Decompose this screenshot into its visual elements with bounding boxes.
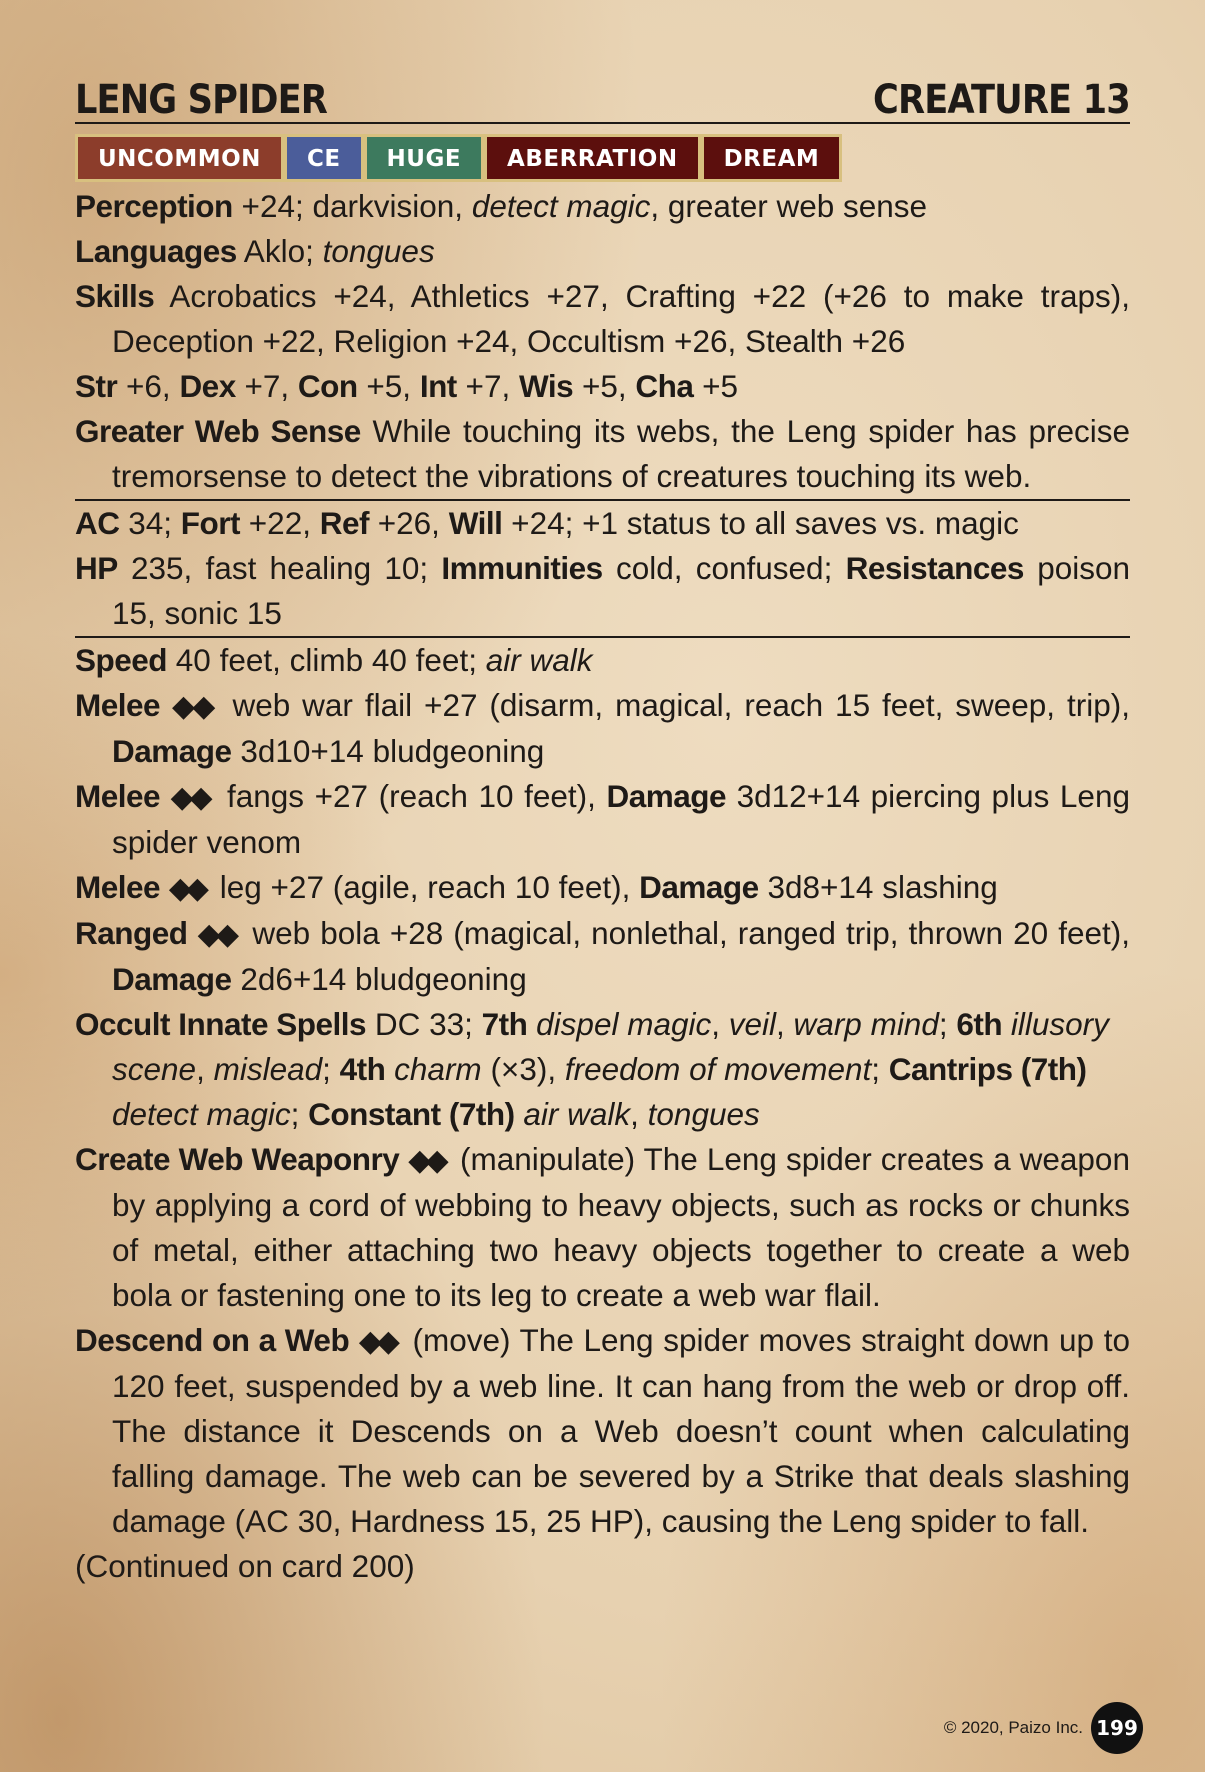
trait-size: HUGE bbox=[367, 137, 482, 179]
single-action-icon: ◆◆ bbox=[172, 690, 213, 723]
melee-web-war-flail: Melee ◆◆ web war flail +27 (disarm, magical, reach 15 feet, sweep, trip), Damage 3d10+14 bludgeoning bbox=[75, 687, 1130, 769]
title-row bbox=[75, 62, 1130, 124]
skills-line: Skills Acrobatics +24, Athletics +27, Crafting +22 (+26 to make traps), Deception +22, Religion +24, Occultism +26, Stealth +26 bbox=[75, 278, 1130, 359]
melee-leg: Melee ◆◆ leg +27 (agile, reach 10 feet), Damage 3d8+14 slashing bbox=[75, 869, 998, 905]
greater-web-sense: Greater Web Sense While touching its webs, the Leng spider has precise tremorsense to detect the vibrations of creatures touching its web. bbox=[75, 413, 1130, 494]
stat-block bbox=[75, 62, 1130, 1589]
continued-note: (Continued on card 200) bbox=[75, 1548, 415, 1584]
trait-alignment: CE bbox=[287, 137, 361, 179]
copyright: © 2020, Paizo Inc. bbox=[943, 1718, 1083, 1737]
perception-line: Perception +24; darkvision, detect magic, greater web sense bbox=[75, 188, 928, 224]
defenses-line: AC 34; Fort +22, Ref +26, Will +24; +1 status to all saves vs. magic bbox=[75, 505, 1019, 541]
page-number: 199 bbox=[1091, 1702, 1143, 1754]
speed-line: Speed 40 feet, climb 40 feet; air walk bbox=[75, 642, 593, 678]
single-action-icon: ◆◆ bbox=[170, 781, 209, 814]
trait-bar bbox=[75, 134, 842, 182]
trait-dream: DREAM bbox=[704, 137, 840, 179]
creature-name: LENG SPIDER bbox=[75, 77, 328, 123]
stat-body bbox=[75, 184, 1130, 1589]
innate-spells: Occult Innate Spells DC 33; 7th dispel magic, veil, warp mind; 6th illusory scene, mislead; 4th charm (×3), freedom of movement; Cantrips (7th) detect magic; Constant (7th) air walk, tongues bbox=[75, 1006, 1109, 1132]
ranged-web-bola: Ranged ◆◆ web bola +28 (magical, nonlethal, ranged trip, thrown 20 feet), Damage 2d6+14 bludgeoning bbox=[75, 915, 1130, 997]
creature-level: CREATURE 13 bbox=[873, 77, 1130, 123]
languages-line: Languages Aklo; tongues bbox=[75, 233, 435, 269]
trait-aberration: ABERRATION bbox=[487, 137, 698, 179]
footer bbox=[944, 1702, 1143, 1754]
trait-uncommon: UNCOMMON bbox=[78, 137, 281, 179]
create-web-weaponry: Create Web Weaponry ◆◆ (manipulate) The Leng spider creates a weapon by applying a cord of webbing to heavy objects, such as rocks or chunks of metal, either attaching two heavy objects together to create a web bola or fastening one to its leg to create a web war flail. bbox=[75, 1141, 1130, 1313]
melee-fangs: Melee ◆◆ fangs +27 (reach 10 feet), Damage 3d12+14 piercing plus Leng spider venom bbox=[75, 778, 1130, 860]
single-action-icon: ◆◆ bbox=[358, 1325, 395, 1358]
hp-line: HP 235, fast healing 10; Immunities cold, confused; Resistances poison 15, sonic 15 bbox=[75, 550, 1131, 631]
single-action-icon: ◆◆ bbox=[197, 918, 235, 951]
ability-scores: Str +6, Dex +7, Con +5, Int +7, Wis +5, Cha +5 bbox=[75, 368, 739, 404]
single-action-icon: ◆◆ bbox=[168, 872, 203, 905]
single-action-icon: ◆◆ bbox=[408, 1144, 443, 1177]
descend-on-a-web: Descend on a Web ◆◆ (move) The Leng spider moves straight down up to 120 feet, suspended by a web line. It can hang from the web or drop off. The distance it Descends on a Web doesn’t count when calculating falling damage. The web can be severed by a Strike that deals slashing damage (AC 30, Hardness 15, 25 HP), causing the Leng spider to fall. bbox=[75, 1322, 1130, 1539]
